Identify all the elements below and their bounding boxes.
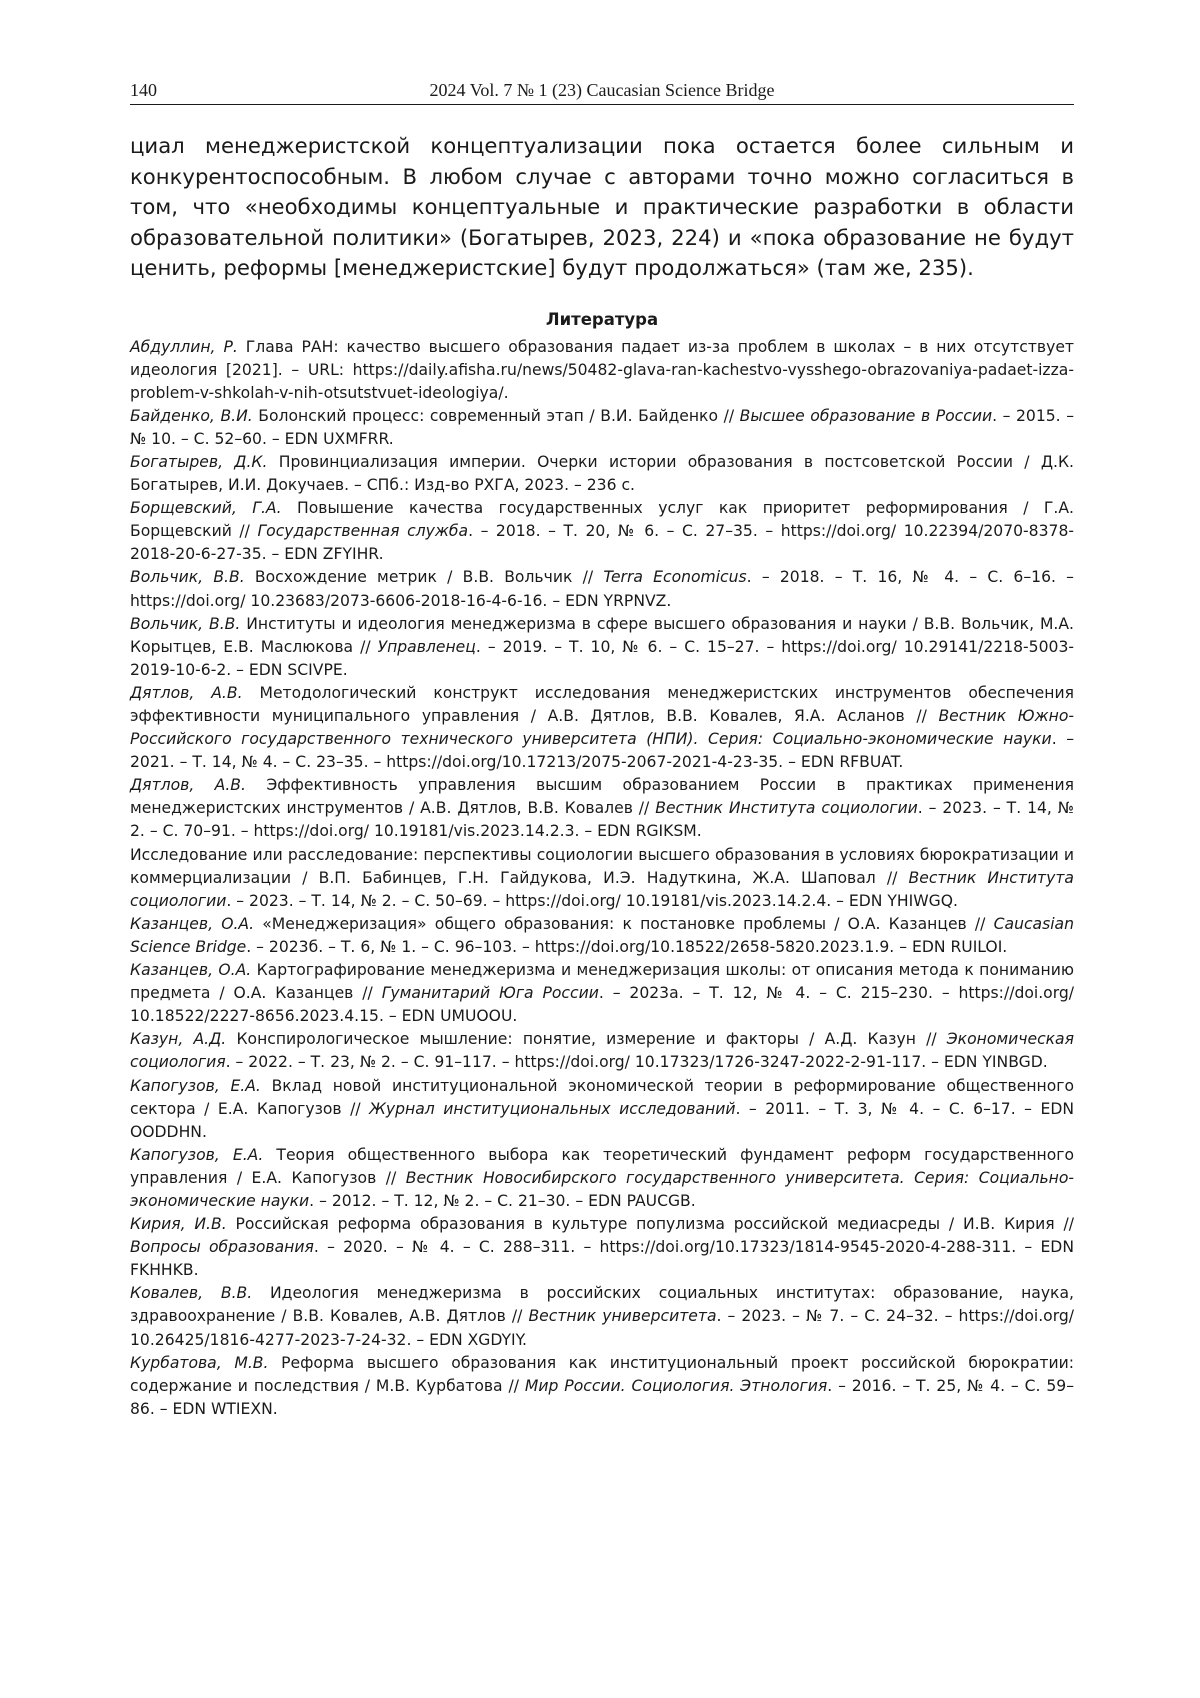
reference-text: Повышение качества государственных услуг как приоритет реформирования / Г.А. Борщевский //	[130, 499, 1074, 541]
reference-text: Болонский процесс: современный этап / В.И. Байденко //	[252, 406, 740, 425]
reference-entry	[130, 682, 1074, 774]
reference-source: Высшее образование в России	[739, 406, 993, 425]
reference-text: Конспирологическое мышление: понятие, измерение и факторы / А.Д. Казун //	[226, 1030, 947, 1049]
reference-author: Казанцев, О.А.	[130, 961, 252, 980]
reference-source: Государственная служба	[257, 522, 469, 541]
reference-text: . – 2022. – Т. 23, № 2. – С. 91–117. – https://doi.org/ 10.17323/1726-3247-2022-2-91-117. – EDN YINBGD.	[225, 1053, 1048, 1072]
reference-source: Вестник Института социологии	[130, 868, 1074, 910]
reference-author: Борщевский, Г.А.	[130, 499, 282, 518]
reference-text: . – 2012. – Т. 12, № 2. – С. 21–30. – EDN PAUCGB.	[309, 1191, 696, 1210]
reference-text: Российская реформа образования в культуре популизма российской медиасреды / И.В. Кирия //	[226, 1215, 1075, 1234]
reference-text: Восхождение метрик / В.В. Вольчик //	[244, 568, 604, 587]
reference-text: . – 2023. – Т. 14, № 2. – С. 50–69. – https://doi.org/ 10.19181/vis.2023.14.2.4. – EDN YHIWGQ.	[226, 891, 958, 910]
reference-text: Идеология менеджеризма в российских социальных институтах: образование, наука, здравоохранение / В.В. Ковалев, А.В. Дятлов //	[130, 1284, 1074, 1326]
reference-text: Теория общественного выбора как теоретический фундамент реформ государственного управления / Е.А. Капогузов //	[130, 1145, 1074, 1187]
reference-source: Caucasian Science Bridge	[130, 914, 1074, 956]
reference-text: . – 2011. – Т. 3, № 4. – С. 6–17. – EDN OODDHN.	[130, 1099, 1074, 1141]
reference-text: Методологический конструкт исследования менеджеристских инструментов обеспечения эффективности муниципального управления / А.В. Дятлов, В.В. Ковалев, Я.А. Асланов //	[130, 683, 1074, 725]
reference-author: Дятлов, А.В.	[130, 683, 243, 702]
reference-text: . – 2020. – № 4. – С. 288–311. – https://doi.org/10.17323/1814-9545-2020-4-288-311. – EDN FKHHKB.	[130, 1238, 1074, 1280]
reference-text: Институты и идеология менеджеризма в сфере высшего образования и науки / В.В. Вольчик, М.А. Корытцев, Е.В. Маслюкова //	[130, 614, 1074, 656]
reference-source: Вопросы образования	[130, 1238, 314, 1257]
page-number: 140	[130, 80, 157, 100]
reference-author: Байденко, В.И.	[130, 406, 253, 425]
reference-entry	[130, 1144, 1074, 1213]
reference-author: Капогузов, Е.А.	[130, 1145, 264, 1164]
body-paragraph: циал менеджеристской концептуализации пока остается более сильным и конкурентоспособным. В любом случае с авторами точно можно согласиться в том, что «необходимы концептуальные и практические разработки в области образовательной политики» (Богатырев, 2023, 224) и «пока образование не будут ценить, реформы [менеджеристские] будут продолжаться» (там же, 235).	[130, 133, 1074, 280]
running-title: 2024 Vol. 7 № 1 (23) Caucasian Science Bridge	[429, 80, 775, 100]
reference-text: . – 2023. – № 7. – С. 24–32. – https://doi.org/ 10.26425/1816-4277-2023-7-24-32. – EDN XGDYIY.	[130, 1307, 1075, 1349]
reference-entry	[130, 1352, 1074, 1421]
reference-author: Ковалев, В.В.	[130, 1284, 253, 1303]
reference-entry	[130, 844, 1074, 913]
reference-entry	[130, 566, 1074, 612]
reference-entry	[130, 1213, 1074, 1282]
reference-entry	[130, 1028, 1074, 1074]
reference-entry	[130, 959, 1074, 1028]
reference-author: Курбатова, М.В.	[130, 1353, 269, 1372]
reference-text: . – 2021. – Т. 14, № 4. – С. 23–35. – https://doi.org/10.17213/2075-2067-2021-4-23-35. – EDN RFBUAT.	[130, 730, 1074, 772]
reference-text: Исследование или расследование: перспективы социологии высшего образования в условиях бюрократизации и коммерциализации / В.П. Бабинцев, Г.Н. Гайдукова, И.Э. Надуткина, Ж.А. Шаповал //	[130, 845, 1074, 887]
references-title: Литература	[545, 309, 659, 329]
reference-text: . – 2019. – Т. 10, № 6. – С. 15–27. – https://doi.org/ 10.29141/2218-5003-2019-10-6-2. – EDN SCIVPE.	[130, 637, 1074, 679]
reference-author: Капогузов, Е.А.	[130, 1076, 261, 1095]
reference-text: . – 2016. – Т. 25, № 4. – С. 59–86. – EDN WTIEXN.	[130, 1376, 1074, 1418]
reference-text: Глава РАН: качество высшего образования падает из-за проблем в школах – в них отсутствует идеология [2021]. – URL: https://daily.afisha.ru/news/50482-glava-ran-kachestvo-vysshego-obrazovaniya-padaet-izza-problem-v-shkolah-v-nih-otsutstvuet-ideologiya/.	[130, 337, 1074, 402]
reference-source: Управленец	[377, 637, 476, 656]
reference-source: Вестник Новосибирского государственного университета. Серия: Социально-экономические науки	[130, 1168, 1075, 1210]
running-header	[130, 74, 1074, 105]
page	[130, 74, 1074, 1421]
reference-entry	[130, 336, 1074, 405]
reference-text: Картографирование менеджеризма и менеджеризация школы: от описания метода к пониманию предмета / О.А. Казанцев //	[130, 961, 1074, 1003]
reference-source: Мир России. Социология. Этнология	[524, 1376, 828, 1395]
reference-source: Вестник Института социологии	[655, 799, 918, 818]
reference-source: Журнал институциональных исследований	[369, 1099, 736, 1118]
reference-author: Вольчик, В.В.	[130, 614, 241, 633]
reference-entry	[130, 1282, 1074, 1351]
references-list	[130, 336, 1074, 1421]
reference-entry	[130, 774, 1074, 843]
reference-author: Казанцев, О.А.	[130, 914, 255, 933]
reference-text: . – 2015. – № 10. – С. 52–60. – EDN UXMFRR.	[130, 406, 1074, 448]
reference-author: Казун, А.Д.	[130, 1030, 227, 1049]
reference-text: . – 2023. – Т. 14, № 2. – С. 70–91. – https://doi.org/ 10.19181/vis.2023.14.2.3. – EDN RGIKSM.	[130, 799, 1075, 841]
reference-author: Абдуллин, Р.	[130, 337, 238, 356]
reference-source: Экономическая социология	[130, 1030, 1074, 1072]
reference-author: Вольчик, В.В.	[130, 568, 245, 587]
reference-entry	[130, 451, 1074, 497]
reference-text: . – 2023а. – Т. 12, № 4. – С. 215–230. – https://doi.org/ 10.18522/2227-8656.2023.4.15. – EDN UMUOOU.	[130, 984, 1075, 1026]
reference-source: Вестник университета	[528, 1307, 717, 1326]
reference-text: Реформа высшего образования как институциональный проект российской бюрократии: содержание и последствия / М.В. Курбатова //	[130, 1353, 1074, 1395]
reference-author: Кирия, И.В.	[130, 1215, 227, 1234]
reference-author: Богатырев, Д.К.	[130, 452, 268, 471]
reference-source: Гуманитарий Юга России	[381, 984, 599, 1003]
reference-source: Terra Economicus	[603, 568, 747, 587]
reference-text: . – 2023б. – Т. 6, № 1. – С. 96–103. – https://doi.org/10.18522/2658-5820.2023.1.9. – EDN RUILOI.	[246, 937, 1008, 956]
reference-author: Дятлов, А.В.	[130, 776, 246, 795]
reference-entry	[130, 1075, 1074, 1144]
reference-entry	[130, 913, 1074, 959]
reference-text: Провинциализация империи. Очерки истории образования в постсоветской России / Д.К. Богатырев, И.И. Докучаев. – СПб.: Изд-во РХГА, 2023. – 236 с.	[130, 452, 1074, 495]
reference-text: Эффективность управления высшим образованием России в практиках применения менеджеристских инструментов / А.В. Дятлов, В.В. Ковалев //	[130, 776, 1074, 818]
reference-text: . – 2018. – Т. 16, № 4. – С. 6–16. – https://doi.org/ 10.23683/2073-6606-2018-16-4-6-16. – EDN YRPNVZ.	[130, 568, 1074, 610]
reference-entry	[130, 497, 1074, 566]
reference-entry	[130, 613, 1074, 682]
reference-source: Вестник Южно-Российского государственного технического университета (НПИ). Серия: Социально-экономические науки	[130, 707, 1074, 749]
reference-text: «Менеджеризация» общего образования: к постановке проблемы / О.А. Казанцев //	[254, 914, 994, 933]
reference-entry	[130, 405, 1074, 451]
reference-text: Вклад новой институциональной экономической теории в реформирование общественного сектора / Е.А. Капогузов //	[130, 1076, 1075, 1118]
reference-text: . – 2018. – Т. 20, № 6. – С. 27–35. – https://doi.org/ 10.22394/2070-8378-2018-20-6-27-35. – EDN ZFYIHR.	[130, 522, 1074, 564]
